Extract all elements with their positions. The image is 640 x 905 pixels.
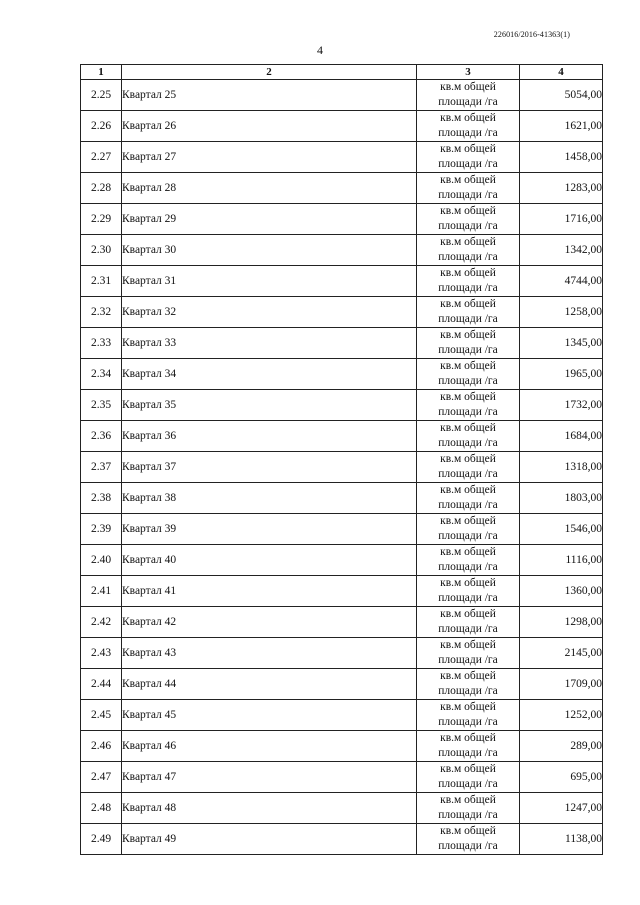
row-number-cell: 2.29 bbox=[81, 204, 122, 235]
unit-line-1: кв.м общей bbox=[440, 484, 496, 496]
unit-line-2: площади /га bbox=[438, 282, 498, 294]
unit-cell bbox=[417, 173, 520, 204]
unit-cell bbox=[417, 390, 520, 421]
unit-line-1: кв.м общей bbox=[440, 608, 496, 620]
column-header-4: 4 bbox=[520, 65, 603, 80]
quarter-name-cell: Квартал 45 bbox=[122, 700, 417, 731]
quarter-name-cell: Квартал 37 bbox=[122, 452, 417, 483]
unit-line-1: кв.м общей bbox=[440, 81, 496, 93]
quarter-name-cell: Квартал 38 bbox=[122, 483, 417, 514]
value-cell: 1732,00 bbox=[520, 390, 603, 421]
table-row bbox=[81, 297, 603, 328]
table-body bbox=[81, 80, 603, 855]
quarter-name-cell: Квартал 32 bbox=[122, 297, 417, 328]
quarter-name-cell: Квартал 46 bbox=[122, 731, 417, 762]
table-row bbox=[81, 793, 603, 824]
unit-line-2: площади /га bbox=[438, 344, 498, 356]
table-row bbox=[81, 576, 603, 607]
unit-cell bbox=[417, 793, 520, 824]
quarter-name-cell: Квартал 48 bbox=[122, 793, 417, 824]
value-cell: 1247,00 bbox=[520, 793, 603, 824]
unit-line-2: площади /га bbox=[438, 375, 498, 387]
unit-line-1: кв.м общей bbox=[440, 205, 496, 217]
row-number-cell: 2.49 bbox=[81, 824, 122, 855]
unit-line-1: кв.м общей bbox=[440, 794, 496, 806]
row-number-cell: 2.46 bbox=[81, 731, 122, 762]
row-number-cell: 2.30 bbox=[81, 235, 122, 266]
unit-cell bbox=[417, 111, 520, 142]
quarter-name-cell: Квартал 40 bbox=[122, 545, 417, 576]
unit-line-1: кв.м общей bbox=[440, 112, 496, 124]
table-row bbox=[81, 514, 603, 545]
row-number-cell: 2.45 bbox=[81, 700, 122, 731]
value-cell: 1298,00 bbox=[520, 607, 603, 638]
unit-line-1: кв.м общей bbox=[440, 391, 496, 403]
unit-cell bbox=[417, 731, 520, 762]
value-cell: 1116,00 bbox=[520, 545, 603, 576]
table-row bbox=[81, 204, 603, 235]
unit-line-2: площади /га bbox=[438, 189, 498, 201]
column-header-3: 3 bbox=[417, 65, 520, 80]
row-number-cell: 2.32 bbox=[81, 297, 122, 328]
table-row bbox=[81, 359, 603, 390]
table-header bbox=[81, 65, 603, 80]
unit-line-1: кв.м общей bbox=[440, 143, 496, 155]
unit-line-2: площади /га bbox=[438, 561, 498, 573]
row-number-cell: 2.25 bbox=[81, 80, 122, 111]
quarter-name-cell: Квартал 26 bbox=[122, 111, 417, 142]
quarter-name-cell: Квартал 49 bbox=[122, 824, 417, 855]
unit-line-2: площади /га bbox=[438, 623, 498, 635]
unit-line-2: площади /га bbox=[438, 654, 498, 666]
unit-line-2: площади /га bbox=[438, 313, 498, 325]
quarter-name-cell: Квартал 36 bbox=[122, 421, 417, 452]
row-number-cell: 2.35 bbox=[81, 390, 122, 421]
value-cell: 1684,00 bbox=[520, 421, 603, 452]
unit-line-1: кв.м общей bbox=[440, 701, 496, 713]
unit-line-1: кв.м общей bbox=[440, 763, 496, 775]
unit-cell bbox=[417, 328, 520, 359]
table-row bbox=[81, 266, 603, 297]
unit-cell bbox=[417, 297, 520, 328]
quarter-name-cell: Квартал 47 bbox=[122, 762, 417, 793]
value-cell: 1138,00 bbox=[520, 824, 603, 855]
quarter-name-cell: Квартал 39 bbox=[122, 514, 417, 545]
unit-line-1: кв.м общей bbox=[440, 515, 496, 527]
quarter-name-cell: Квартал 41 bbox=[122, 576, 417, 607]
unit-line-2: площади /га bbox=[438, 840, 498, 852]
table-row bbox=[81, 545, 603, 576]
table-row bbox=[81, 700, 603, 731]
value-cell: 2145,00 bbox=[520, 638, 603, 669]
row-number-cell: 2.27 bbox=[81, 142, 122, 173]
row-number-cell: 2.41 bbox=[81, 576, 122, 607]
unit-line-1: кв.м общей bbox=[440, 577, 496, 589]
unit-line-2: площади /га bbox=[438, 685, 498, 697]
quarter-name-cell: Квартал 25 bbox=[122, 80, 417, 111]
unit-cell bbox=[417, 80, 520, 111]
quarter-name-cell: Квартал 35 bbox=[122, 390, 417, 421]
unit-line-1: кв.м общей bbox=[440, 422, 496, 434]
value-cell: 1258,00 bbox=[520, 297, 603, 328]
unit-line-1: кв.м общей bbox=[440, 267, 496, 279]
unit-cell bbox=[417, 607, 520, 638]
unit-cell bbox=[417, 266, 520, 297]
table-row bbox=[81, 173, 603, 204]
row-number-cell: 2.36 bbox=[81, 421, 122, 452]
table-row bbox=[81, 452, 603, 483]
row-number-cell: 2.39 bbox=[81, 514, 122, 545]
unit-line-2: площади /га bbox=[438, 499, 498, 511]
unit-line-1: кв.м общей bbox=[440, 732, 496, 744]
unit-cell bbox=[417, 142, 520, 173]
unit-line-2: площади /га bbox=[438, 716, 498, 728]
row-number-cell: 2.26 bbox=[81, 111, 122, 142]
unit-line-2: площади /га bbox=[438, 437, 498, 449]
table-row bbox=[81, 111, 603, 142]
unit-line-2: площади /га bbox=[438, 809, 498, 821]
quarter-name-cell: Квартал 42 bbox=[122, 607, 417, 638]
unit-line-2: площади /га bbox=[438, 127, 498, 139]
value-cell: 289,00 bbox=[520, 731, 603, 762]
unit-cell bbox=[417, 452, 520, 483]
unit-line-1: кв.м общей bbox=[440, 329, 496, 341]
quarter-name-cell: Квартал 28 bbox=[122, 173, 417, 204]
unit-line-2: площади /га bbox=[438, 592, 498, 604]
table-row bbox=[81, 669, 603, 700]
unit-cell bbox=[417, 235, 520, 266]
row-number-cell: 2.47 bbox=[81, 762, 122, 793]
value-cell: 1965,00 bbox=[520, 359, 603, 390]
table-row bbox=[81, 328, 603, 359]
unit-line-2: площади /га bbox=[438, 96, 498, 108]
unit-line-2: площади /га bbox=[438, 468, 498, 480]
table-row bbox=[81, 824, 603, 855]
quarter-name-cell: Квартал 43 bbox=[122, 638, 417, 669]
value-cell: 1803,00 bbox=[520, 483, 603, 514]
value-cell: 1345,00 bbox=[520, 328, 603, 359]
unit-line-2: площади /га bbox=[438, 251, 498, 263]
row-number-cell: 2.33 bbox=[81, 328, 122, 359]
document-registration-number: 226016/2016-41363(1) bbox=[493, 30, 570, 39]
unit-line-1: кв.м общей bbox=[440, 174, 496, 186]
unit-cell bbox=[417, 545, 520, 576]
unit-line-1: кв.м общей bbox=[440, 236, 496, 248]
value-cell: 695,00 bbox=[520, 762, 603, 793]
unit-line-1: кв.м общей bbox=[440, 639, 496, 651]
unit-line-1: кв.м общей bbox=[440, 453, 496, 465]
column-header-2: 2 bbox=[122, 65, 417, 80]
unit-cell bbox=[417, 638, 520, 669]
table-row bbox=[81, 607, 603, 638]
unit-line-1: кв.м общей bbox=[440, 670, 496, 682]
table-row bbox=[81, 762, 603, 793]
quarters-table bbox=[80, 64, 603, 855]
table-row bbox=[81, 638, 603, 669]
unit-cell bbox=[417, 359, 520, 390]
row-number-cell: 2.37 bbox=[81, 452, 122, 483]
row-number-cell: 2.40 bbox=[81, 545, 122, 576]
value-cell: 1252,00 bbox=[520, 700, 603, 731]
quarter-name-cell: Квартал 31 bbox=[122, 266, 417, 297]
value-cell: 1283,00 bbox=[520, 173, 603, 204]
unit-cell bbox=[417, 824, 520, 855]
quarter-name-cell: Квартал 30 bbox=[122, 235, 417, 266]
row-number-cell: 2.44 bbox=[81, 669, 122, 700]
row-number-cell: 2.34 bbox=[81, 359, 122, 390]
unit-cell bbox=[417, 762, 520, 793]
page-number: 4 bbox=[317, 43, 323, 57]
unit-cell bbox=[417, 700, 520, 731]
value-cell: 1318,00 bbox=[520, 452, 603, 483]
unit-line-2: площади /га bbox=[438, 530, 498, 542]
unit-cell bbox=[417, 483, 520, 514]
value-cell: 1360,00 bbox=[520, 576, 603, 607]
unit-line-1: кв.м общей bbox=[440, 546, 496, 558]
unit-line-1: кв.м общей bbox=[440, 360, 496, 372]
value-cell: 1709,00 bbox=[520, 669, 603, 700]
value-cell: 1546,00 bbox=[520, 514, 603, 545]
value-cell: 1458,00 bbox=[520, 142, 603, 173]
quarter-name-cell: Квартал 33 bbox=[122, 328, 417, 359]
column-header-1: 1 bbox=[81, 65, 122, 80]
unit-line-2: площади /га bbox=[438, 158, 498, 170]
table-row bbox=[81, 421, 603, 452]
value-cell: 1342,00 bbox=[520, 235, 603, 266]
row-number-cell: 2.31 bbox=[81, 266, 122, 297]
table-row bbox=[81, 731, 603, 762]
value-cell: 1716,00 bbox=[520, 204, 603, 235]
table-row bbox=[81, 390, 603, 421]
value-cell: 4744,00 bbox=[520, 266, 603, 297]
unit-cell bbox=[417, 204, 520, 235]
unit-line-1: кв.м общей bbox=[440, 825, 496, 837]
value-cell: 1621,00 bbox=[520, 111, 603, 142]
unit-cell bbox=[417, 514, 520, 545]
table-row bbox=[81, 483, 603, 514]
unit-line-1: кв.м общей bbox=[440, 298, 496, 310]
unit-line-2: площади /га bbox=[438, 406, 498, 418]
quarter-name-cell: Квартал 34 bbox=[122, 359, 417, 390]
unit-line-2: площади /га bbox=[438, 778, 498, 790]
value-cell: 5054,00 bbox=[520, 80, 603, 111]
unit-cell bbox=[417, 421, 520, 452]
quarter-name-cell: Квартал 27 bbox=[122, 142, 417, 173]
row-number-cell: 2.28 bbox=[81, 173, 122, 204]
quarter-name-cell: Квартал 44 bbox=[122, 669, 417, 700]
unit-cell bbox=[417, 576, 520, 607]
unit-line-2: площади /га bbox=[438, 220, 498, 232]
quarter-name-cell: Квартал 29 bbox=[122, 204, 417, 235]
row-number-cell: 2.48 bbox=[81, 793, 122, 824]
table-header-row bbox=[81, 65, 603, 80]
table-row bbox=[81, 142, 603, 173]
table-row bbox=[81, 80, 603, 111]
row-number-cell: 2.43 bbox=[81, 638, 122, 669]
row-number-cell: 2.42 bbox=[81, 607, 122, 638]
unit-cell bbox=[417, 669, 520, 700]
table-row bbox=[81, 235, 603, 266]
unit-line-2: площади /га bbox=[438, 747, 498, 759]
row-number-cell: 2.38 bbox=[81, 483, 122, 514]
